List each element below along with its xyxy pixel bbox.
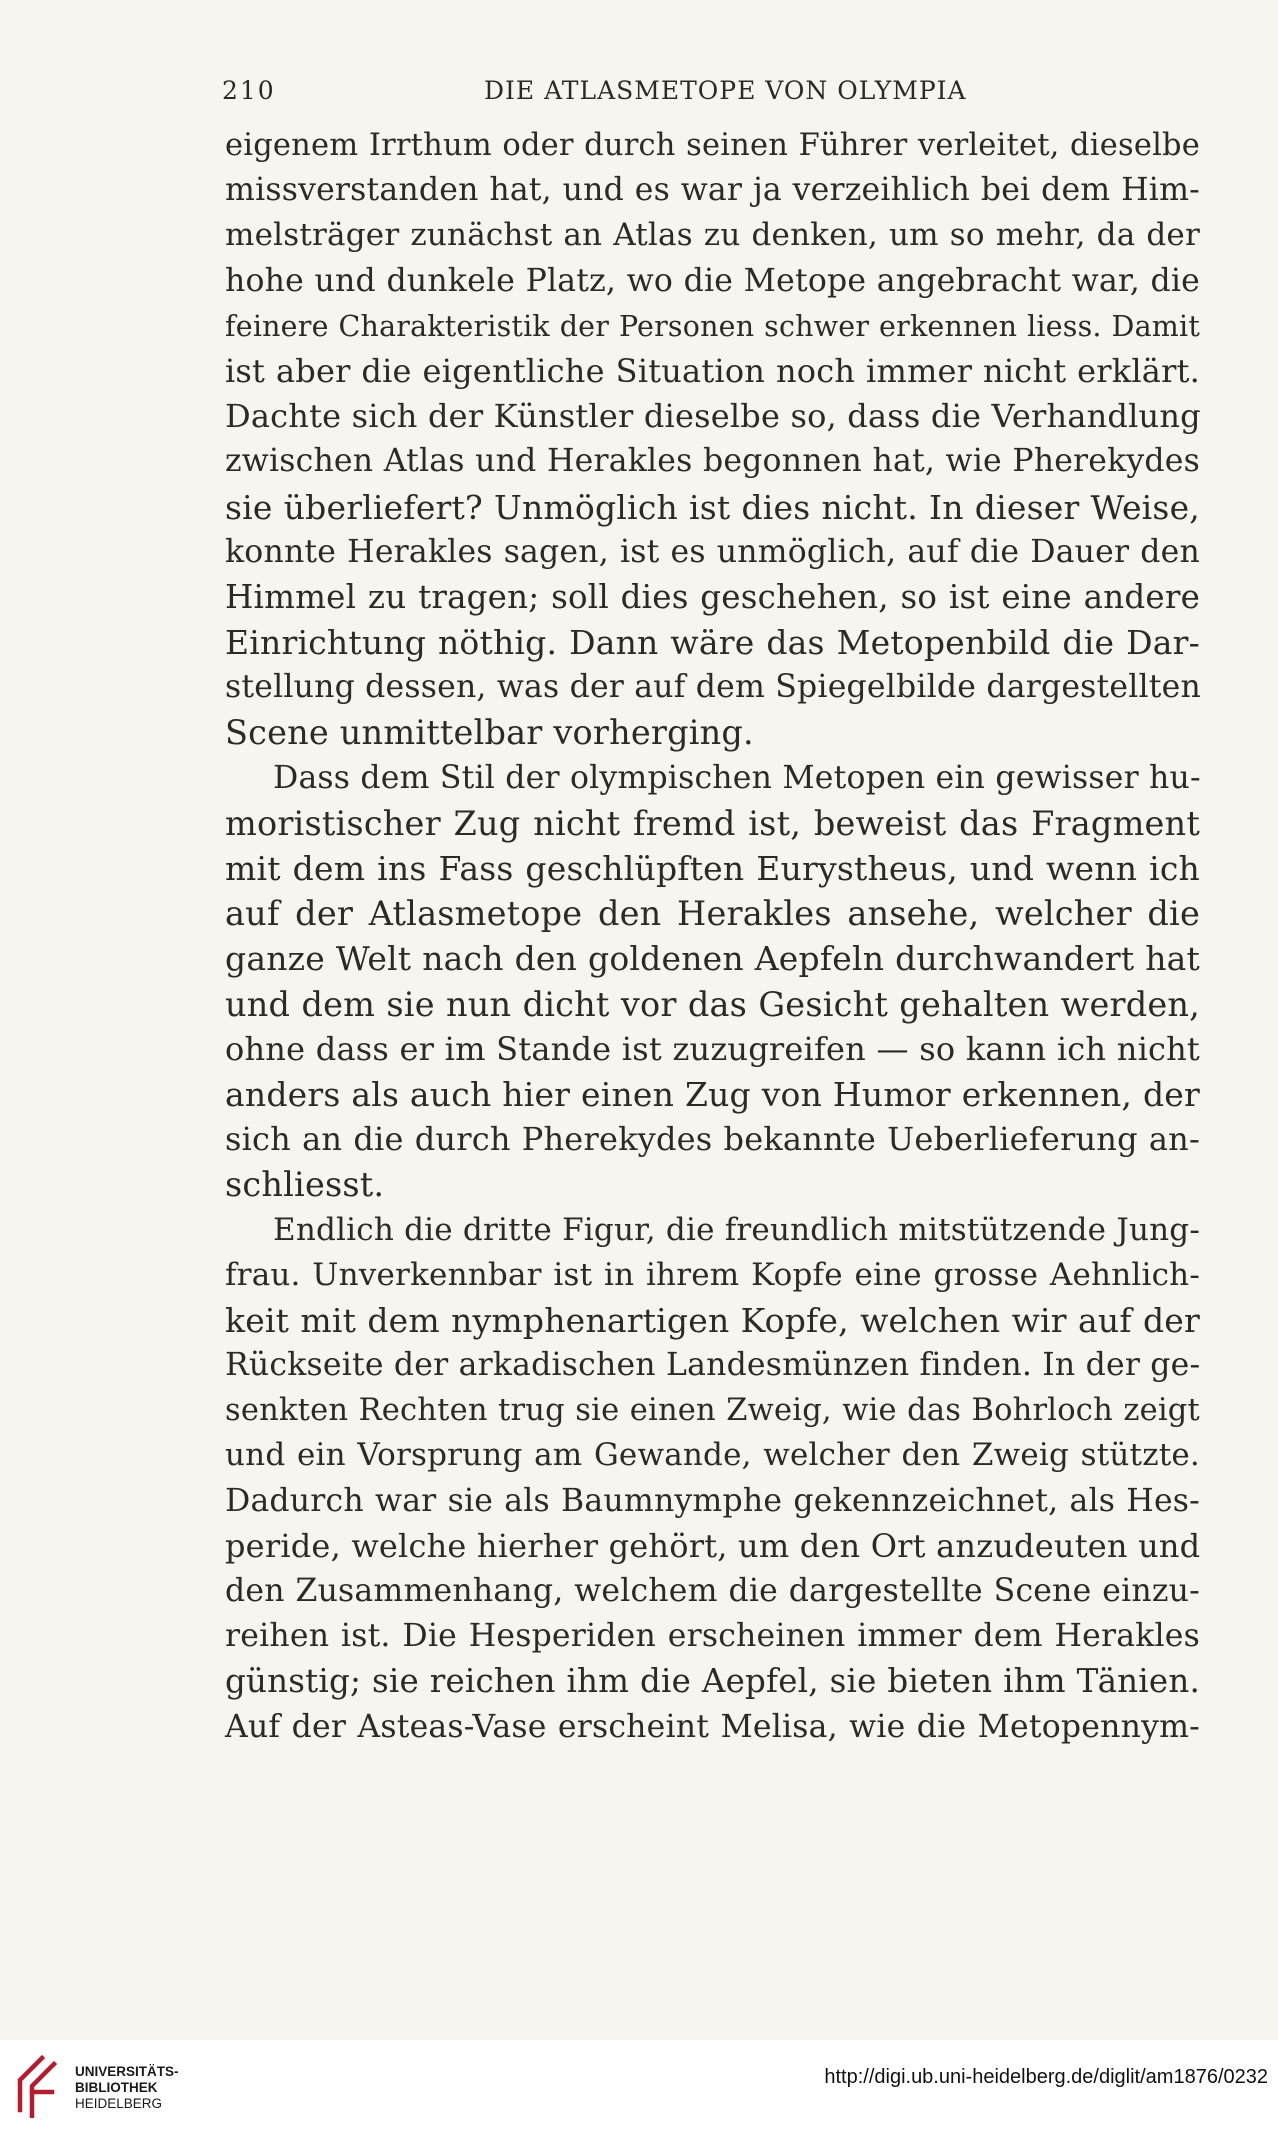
text-line: und ein Vorsprung am Gewande, welcher den Zweig stützte.: [225, 1437, 1200, 1474]
text-line: ist aber die eigentliche Situation noch immer nicht erklärt.: [225, 351, 1200, 390]
text-line: frau. Unverkennbar ist in ihrem Kopfe eine grosse Aehnlich-: [225, 1256, 1200, 1293]
library-logo-icon: [8, 2052, 68, 2118]
text-line: auf der Atlasmetope den Herakles ansehe, welcher die: [225, 894, 1200, 934]
text-line: Himmel zu tragen; soll dies geschehen, so ist eine andere: [225, 577, 1200, 616]
text-line: ganze Welt nach den goldenen Aepfeln durchwandert hat: [225, 939, 1200, 979]
text-line: Dass dem Stil der olympischen Metopen ein gewisser hu-: [273, 759, 1201, 796]
text-line: Dachte sich der Künstler dieselbe so, dass die Verhandlung: [225, 397, 1201, 436]
text-line: schliesst.: [225, 1165, 385, 1205]
library-name-line: HEIDELBERG: [75, 2096, 163, 2111]
text-line: anders als auch hier einen Zug von Humor erkennen, der: [225, 1074, 1200, 1114]
source-url-link[interactable]: http://digi.ub.uni-heidelberg.de/diglit/am1876/0232: [824, 2066, 1268, 2088]
text-line: sie überliefert? Unmöglich ist dies nicht. In dieser Weise,: [225, 487, 1200, 527]
text-line: hohe und dunkele Platz, wo die Metope angebracht war, die: [225, 262, 1200, 299]
text-line: feinere Charakteristik der Personen schwer erkennen liess. Damit: [225, 309, 1200, 343]
text-line: Endlich die dritte Figur, die freundlich mitstützende Jung-: [273, 1211, 1200, 1248]
text-line: konnte Herakles sagen, ist es unmöglich, auf die Dauer den: [225, 533, 1200, 570]
text-line: den Zusammenhang, welchem die dargestellte Scene einzu-: [225, 1573, 1200, 1609]
text-line: eigenem Irrthum oder durch seinen Führer verleitet, dieselbe: [225, 128, 1200, 163]
library-name-line: BIBLIOTHEK: [75, 2080, 158, 2095]
text-line: Scene unmittelbar vorherging.: [225, 713, 754, 753]
library-name-line: UNIVERSITÄTS-: [75, 2064, 179, 2079]
text-line: günstig; sie reichen ihm die Aepfel, sie bieten ihm Tänien.: [225, 1662, 1200, 1701]
text-line: stellung dessen, was der auf dem Spiegelbilde dargestellten: [225, 669, 1201, 706]
text-line: missverstanden hat, und es war ja verzeihlich bei dem Him-: [225, 172, 1200, 209]
text-line: reihen ist. Die Hesperiden erscheinen immer dem Herakles: [225, 1618, 1200, 1655]
text-line: ohne dass er im Stande ist zuzugreifen — so kann ich nicht: [225, 1029, 1200, 1068]
page-number: 210: [222, 76, 276, 105]
text-line: senkten Rechten trug sie einen Zweig, wie das Bohrloch zeigt: [225, 1393, 1200, 1429]
text-line: mit dem ins Fass geschlüpften Eurystheus, und wenn ich: [225, 849, 1200, 888]
text-line: keit mit dem nymphenartigen Kopfe, welchen wir auf der: [225, 1300, 1200, 1340]
text-line: Dadurch war sie als Baumnymphe gekennzeichnet, als Hes-: [225, 1482, 1200, 1519]
text-line: sich an die durch Pherekydes bekannte Ueberlieferung an-: [225, 1120, 1200, 1159]
text-line: und dem sie nun dicht vor das Gesicht gehalten werden,: [225, 984, 1200, 1024]
text-line: zwischen Atlas und Herakles begonnen hat, wie Pherekydes: [225, 443, 1200, 480]
library-name: [75, 2064, 179, 2112]
text-line: Einrichtung nöthig. Dann wäre das Metopenbild die Dar-: [225, 623, 1200, 663]
text-line: Auf der Asteas-Vase erscheint Melisa, wie die Metopennym-: [225, 1708, 1200, 1745]
text-line: moristischer Zug nicht fremd ist, beweist das Fragment: [225, 803, 1200, 843]
footer-bar: [0, 2040, 1278, 2131]
text-line: peride, welche hierher gehört, um den Ort anzudeuten und: [225, 1526, 1201, 1565]
body-text: [225, 123, 1200, 1750]
text-line: melsträger zunächst an Atlas zu denken, um so mehr, da der: [225, 217, 1200, 254]
running-head: [222, 76, 1222, 116]
text-line: Rückseite der arkadischen Landesmünzen finden. In der ge-: [225, 1347, 1201, 1384]
header-title: DIE ATLASMETOPE VON OLYMPIA: [484, 76, 967, 105]
